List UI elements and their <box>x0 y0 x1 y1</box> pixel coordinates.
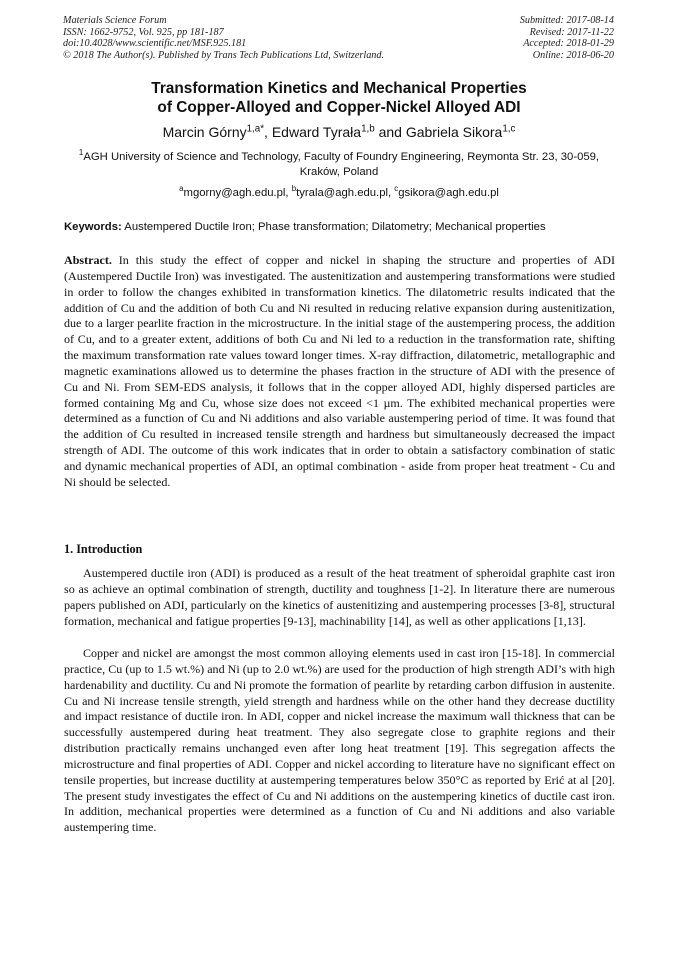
section-heading-introduction: 1. Introduction <box>64 542 143 556</box>
author-name: Edward Tyrała <box>271 124 362 140</box>
date-online: Online: 2018-06-20 <box>532 49 614 61</box>
email-marker: c <box>394 184 399 194</box>
email-link[interactable]: tyrala@agh.edu.pl, <box>296 187 395 199</box>
abstract <box>64 253 615 491</box>
journal-copyright: © 2018 The Author(s). Published by Trans Tech Publications Ltd, Switzerland. <box>63 49 385 61</box>
email-marker: b <box>291 184 297 194</box>
author-name: Gabriela Sikora <box>405 124 503 140</box>
email-link[interactable]: gsikora@agh.edu.pl <box>398 187 499 199</box>
journal-issn: ISSN: 1662-9752, Vol. 925, pp 181-187 <box>63 26 224 38</box>
paper-title-line-2: of Copper-Alloyed and Copper-Nickel Alloyed ADI <box>157 98 521 116</box>
keywords <box>64 220 615 234</box>
abstract-label: Abstract. <box>64 253 112 267</box>
journal-header-right <box>434 15 614 61</box>
keywords-text: Austempered Ductile Iron; Phase transformation; Dilatometry; Mechanical properties <box>121 221 546 233</box>
author-emails <box>40 186 638 200</box>
journal-header-left <box>63 15 443 61</box>
keywords-label: Keywords: <box>64 221 122 233</box>
paper-title-line-1: Transformation Kinetics and Mechanical Properties <box>151 80 527 97</box>
date-submitted: Submitted: 2017-08-14 <box>519 15 614 26</box>
affiliation-text: AGH University of Science and Technology, Faculty of Foundry Engineering, Reymonta Str. 23, 30-059, Kraków, Poland <box>83 151 600 178</box>
journal-name: Materials Science Forum <box>63 15 167 26</box>
journal-doi[interactable]: doi:10.4028/www.scientific.net/MSF.925.181 <box>63 38 247 50</box>
body-paragraph: Copper and nickel are amongst the most common alloying elements used in cast iron [15-18]. In commercial practice, Cu (up to 1.5 wt.%) and Ni (up to 2.0 wt.%) are used for the production of high strength ADI’s with high hardenability and ductility. Cu and Ni promote the formation of pearlite by retarding carbon diffusion in austenite. Cu and Ni increase tensile strength, yield strength and hardness while on the other hand they decrease ductility and impact resistance of ductile iron. In ADI, copper and nickel increase the maximum wall thickness that can be successfully austempered during heat treatment. They also segregate close to graphite regions and their distribution practically remains unchanged even after long heat treatment [19]. This segregation affects the microstructure and final properties of ADI. Copper and nickel according to literature have no significant effect on tensile properties, but increase ductility at austempering temperatures below 350°C as reported by Erić at al [20]. The present study investigates the effect of Cu and Ni additions on the austempering kinetics of ductile cast iron. In addition, mechanical properties were determined as a function of Cu and Ni additions and also variable austempering time. <box>64 646 615 835</box>
author-name: Marcin Górny <box>162 124 247 140</box>
abstract-text: In this study the effect of copper and nickel in shaping the structure and properties of ADI (Austempered Ductile Iron) was investigated. The austenitization and austempering transformations were studied in order to follow the changes exhibited in transformation kinetics. The dilatometric results indicated that the addition of Cu and the addition of both Cu and Ni resulted in reducing relative expansion during austenitization, due to a larger pearlite fraction in the microstructure. In the initial stage of the austempering process, the addition of Cu, and to a greater extent, additions of both Cu and Ni led to a reduction in the transformation rate, shifting the maximum transformation rate values toward longer times. X-ray diffraction, dilatometric, metallographic and magnetic examinations allowed us to determine the phases fraction in the structure of ADI with the presence of Cu and Ni. From SEM-EDS analysis, it follows that in the copper alloyed ADI, highly dispersed particles are formed containing Mg and Cu, whose size does not exceed <1 µm. The exhibited mechanical properties were determined as a function of Cu and Ni additions and also variable austempering period of time. It was found that the addition of Cu resulted in increased tensile strength and hardness but simultaneously decreased the impact strength of ADI. The outcome of this work indicates that in order to obtain a satisfactory combination of static and dynamic mechanical properties of ADI, an optimal combination - aside from proper heat treatment - Cu and Ni should be selected. <box>64 253 615 489</box>
affiliation <box>70 150 608 179</box>
author-affiliation-marker: 1,b <box>361 123 375 135</box>
author-affiliation-marker: 1,c <box>502 123 516 135</box>
paper-title <box>40 80 638 117</box>
date-accepted: Accepted: 2018-01-29 <box>523 38 614 50</box>
body-paragraph: Austempered ductile iron (ADI) is produced as a result of the heat treatment of spheroidal graphite cast iron so as achieve an optimal combination of strength, ductility and toughness [1-2]. In literature there are numerous papers published on ADI, particularly on the kinetics of austenitizing and austempering processes [3-8], structural formation, mechanical and fatigue properties [9-13], machinability [14], as well as other applications [1,13]. <box>64 566 615 628</box>
author-list <box>40 124 638 141</box>
email-link[interactable]: mgorny@agh.edu.pl, <box>183 187 292 199</box>
author-affiliation-marker: 1,a* <box>246 123 265 135</box>
date-revised: Revised: 2017-11-22 <box>529 26 614 38</box>
author-separator: and <box>374 124 406 140</box>
email-marker: a <box>179 184 184 194</box>
affiliation-marker: 1 <box>78 148 84 158</box>
author-separator: , <box>264 124 272 140</box>
